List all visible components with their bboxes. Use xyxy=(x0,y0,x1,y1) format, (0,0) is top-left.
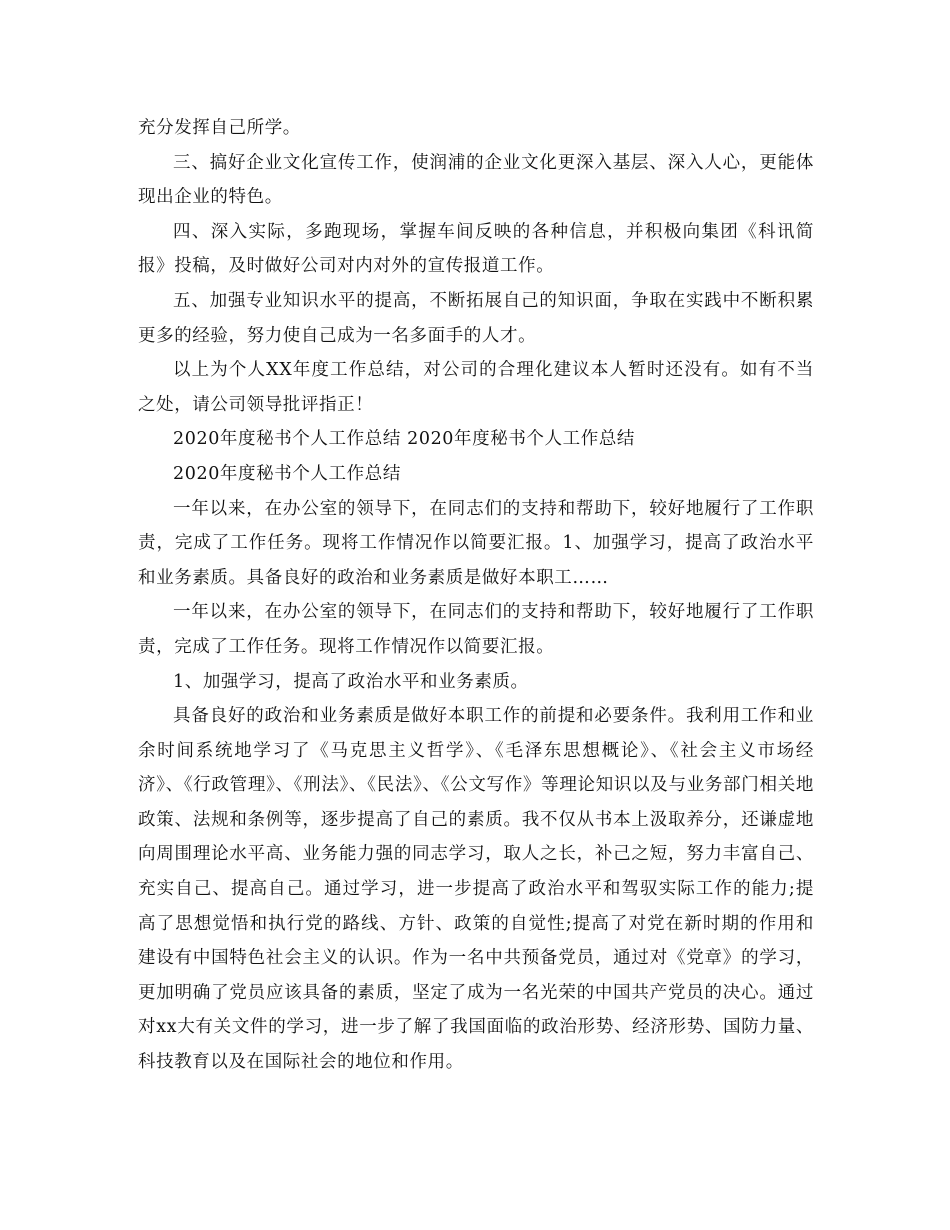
paragraph-4: 五、加强专业知识水平的提高，不断拓展自己的知识面，争取在实践中不断积累更多的经验，努力使自己成为一名多面手的人才。 xyxy=(138,290,814,346)
paragraph-9: 一年以来，在办公室的领导下，在同志们的支持和帮助下，较好地履行了工作职责，完成了工作任务。现将工作情况作以简要汇报。 xyxy=(138,602,814,657)
paragraph-5: 以上为个人XX年度工作总结，对公司的合理化建议本人暂时还没有。如有不当之处，请公司领导批评指正！ xyxy=(138,360,814,415)
paragraph-2: 三、搞好企业文化宣传工作，使润浦的企业文化更深入基层、深入人心，更能体现出企业的特色。 xyxy=(138,152,814,208)
paragraph-6: 2020年度秘书个人工作总结 2020年度秘书个人工作总结 xyxy=(173,429,636,450)
paragraph-1: 充分发挥自己所学。 xyxy=(138,118,301,138)
document-body xyxy=(138,111,814,1080)
paragraph-7: 2020年度秘书个人工作总结 xyxy=(173,463,401,484)
paragraph-10: 1、加强学习，提高了政治水平和业务素质。 xyxy=(173,671,529,692)
paragraph-3: 四、深入实际，多跑现场，掌握车间反映的各种信息，并积极向集团《科讯简报》投稿，及时做好公司对内对外的宣传报道工作。 xyxy=(138,221,814,277)
paragraph-8: 一年以来，在办公室的领导下，在同志们的支持和帮助下，较好地履行了工作职责，完成了工作任务。现将工作情况作以简要汇报。1、加强学习，提高了政治水平和业务素质。具备良好的政治和业务素质是做好本职工…… xyxy=(138,498,814,588)
paragraph-11: 具备良好的政治和业务素质是做好本职工作的前提和必要条件。我利用工作和业余时间系统地学习了《马克思主义哲学》、《毛泽东思想概论》、《社会主义市场经济》、《行政管理》、《刑法》、《民法》、《公文写作》等理论知识以及与业务部门相关地政策、法规和条例等，逐步提高了自己的素质。我不仅从书本上汲取养分，还谦虚地向周围理论水平高、业务能力强的同志学习，取人之长，补己之短，努力丰富自己、充实自己、提高自己。通过学习，进一步提高了政治水平和驾驭实际工作的能力;提高了思想觉悟和执行党的路线、方针、政策的自觉性;提高了对党在新时期的作用和建设有中国特色社会主义的认识。作为一名中共预备党员，通过对《党章》的学习，更加明确了党员应该具备的素质，坚定了成为一名光荣的中国共产党员的决心。通过对xx大有关文件的学习，进一步了解了我国面临的政治形势、经济形势、国防力量、科技教育以及在国际社会的地位和作用。 xyxy=(138,706,814,1073)
